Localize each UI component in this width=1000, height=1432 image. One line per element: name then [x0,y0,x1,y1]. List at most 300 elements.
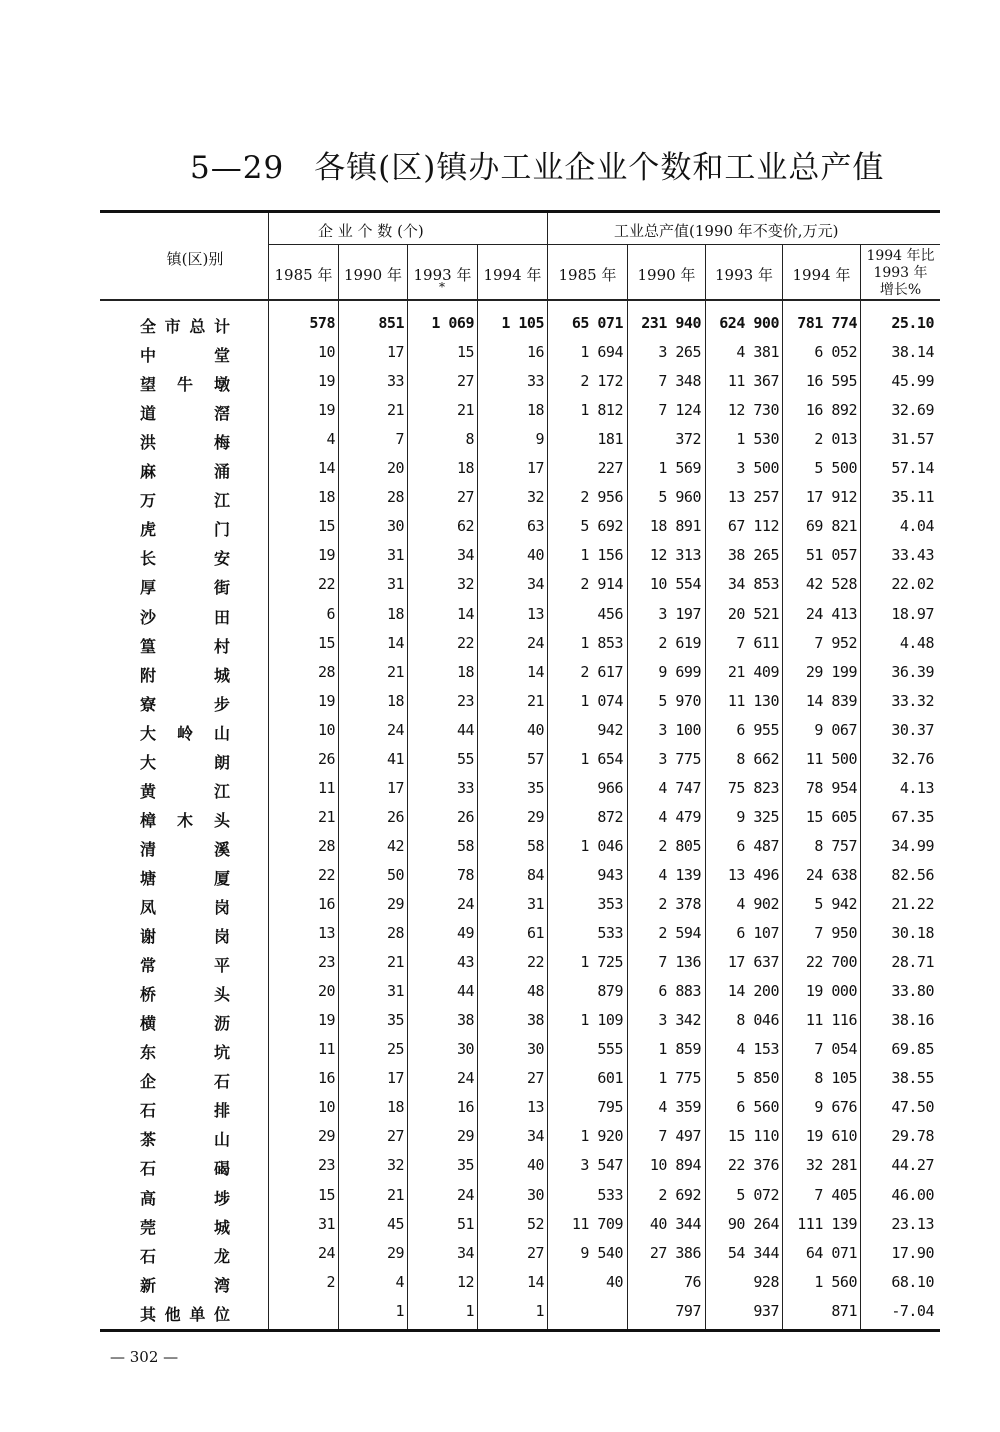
region-name: 常 平 [140,956,230,976]
cell-v94: 7 405 [814,1185,857,1204]
cell-g: 30.18 [891,924,934,943]
cell-c90: 7 [395,430,404,449]
cell-c94: 21 [526,691,544,710]
table-row [0,1035,1000,1064]
table-row [0,861,1000,890]
count-year-1993: 1993 年 [413,266,472,284]
cell-v90: 7 348 [658,372,701,391]
cell-v90: 3 775 [658,749,701,768]
cell-c85: 19 [317,372,335,391]
cell-v85: 65 071 [571,314,623,332]
cell-v93: 75 823 [727,778,779,797]
cell-v90: 3 197 [658,604,701,623]
cell-v90: 4 747 [658,778,701,797]
region-name: 洪 梅 [140,433,230,453]
region-name: 莞 城 [140,1217,230,1237]
cell-c93: 27 [456,372,474,391]
cell-v93: 937 [753,1301,779,1320]
cell-c94: 35 [526,778,544,797]
cell-c90: 14 [386,633,404,652]
table-row [0,1268,1000,1297]
cell-v94: 8 105 [814,1069,857,1088]
cell-v85: 1 694 [580,343,623,362]
top-rule [100,210,940,213]
cell-c90: 31 [386,982,404,1001]
asterisk-mark: * [439,280,445,294]
region-name: 附 城 [140,665,230,685]
cell-c85: 2 [326,1272,335,1291]
cell-c93: 38 [456,1011,474,1030]
region-name: 清 溪 [140,839,230,859]
table-row [0,1239,1000,1268]
cell-v93: 8 046 [736,1011,779,1030]
cell-c94: 16 [526,343,544,362]
cell-v93: 624 900 [719,314,779,332]
count-year-1994: 1994 年 [483,266,542,284]
cell-v90: 231 940 [641,314,701,332]
table-row [0,600,1000,629]
cell-c85: 19 [317,1011,335,1030]
cell-v94: 24 413 [805,604,857,623]
cell-c90: 18 [386,604,404,623]
cell-v85: 966 [597,778,623,797]
cell-c90: 20 [386,459,404,478]
cell-v85: 601 [597,1069,623,1088]
cell-c93: 55 [456,749,474,768]
cell-v90: 27 386 [649,1243,701,1262]
cell-c85: 578 [309,314,335,332]
cell-v93: 11 367 [727,372,779,391]
cell-v93: 67 112 [727,517,779,536]
cell-c93: 29 [456,1127,474,1146]
cell-c90: 27 [386,1127,404,1146]
table-title: 各镇(区)镇办工业企业个数和工业总产值 [314,150,885,186]
region-name: 黄 江 [140,781,230,801]
cell-v85: 2 914 [580,575,623,594]
region-header: 镇(区)别 [166,250,224,268]
cell-c85: 28 [317,836,335,855]
cell-v94: 14 839 [805,691,857,710]
cell-v85: 533 [597,924,623,943]
cell-v90: 5 970 [658,691,701,710]
cell-c93: 44 [456,720,474,739]
table-row [0,629,1000,658]
cell-v94: 24 638 [805,865,857,884]
region-name: 其 他 单 位 [140,1304,230,1324]
cell-v90: 2 805 [658,836,701,855]
cell-c85: 18 [317,488,335,507]
table-row [0,1064,1000,1093]
cell-v90: 76 [683,1272,701,1291]
cell-c94: 27 [526,1069,544,1088]
cell-c93: 51 [456,1214,474,1233]
output-year-1993: 1993 年 [715,266,773,284]
region-name: 高 埗 [140,1188,230,1208]
table-number: 5—29 [190,150,285,186]
table-row [0,977,1000,1006]
growth-header-line1: 1994 年比 [866,248,935,264]
cell-v94: 51 057 [805,546,857,565]
cell-v85: 11 709 [571,1214,623,1233]
cell-c90: 4 [395,1272,404,1291]
cell-v90: 10 554 [649,575,701,594]
table-row [0,1151,1000,1180]
cell-c93: 24 [456,1185,474,1204]
cell-v94: 69 821 [805,517,857,536]
cell-c90: 26 [386,807,404,826]
region-name: 桥 头 [140,985,230,1005]
cell-g: 34.99 [891,836,934,855]
cell-c85: 20 [317,982,335,1001]
growth-header-line3: 增长% [879,282,922,298]
cell-v93: 4 902 [736,895,779,913]
cell-c85: 16 [317,895,335,913]
cell-v93: 11 130 [727,691,779,710]
cell-c94: 17 [526,459,544,478]
cell-c85: 28 [317,662,335,681]
table-row [0,890,1000,919]
cell-c93: 26 [456,807,474,826]
cell-c90: 35 [386,1011,404,1030]
cell-c85: 10 [317,1098,335,1117]
cell-v90: 7 136 [658,953,701,972]
cell-c94: 40 [526,1156,544,1175]
cell-v94: 19 610 [805,1127,857,1146]
region-name: 东 坑 [140,1043,230,1063]
cell-v94: 5 500 [814,459,857,478]
cell-v90: 2 594 [658,924,701,943]
cell-v85: 1 853 [580,633,623,652]
cell-c90: 32 [386,1156,404,1175]
cell-c90: 21 [386,401,404,420]
table-row [0,367,1000,396]
table-row [0,425,1000,454]
cell-v90: 7 497 [658,1127,701,1146]
cell-g: 25.10 [891,314,934,332]
table-row [0,803,1000,832]
cell-c94: 40 [526,720,544,739]
cell-g: 30.37 [891,720,934,739]
cell-c94: 61 [526,924,544,943]
cell-g: 33.43 [891,546,934,565]
cell-c94: 84 [526,865,544,884]
cell-c94: 58 [526,836,544,855]
cell-c90: 1 [395,1301,404,1320]
cell-v85: 1 109 [580,1011,623,1030]
table-row [0,658,1000,687]
cell-g: 4.13 [899,778,934,797]
cell-g: 47.50 [891,1098,934,1117]
cell-v93: 3 500 [736,459,779,478]
cell-c90: 21 [386,662,404,681]
cell-v93: 8 662 [736,749,779,768]
cell-c85: 15 [317,1185,335,1204]
region-name: 大 岭 山 [140,723,230,743]
cell-g: 57.14 [891,459,934,478]
cell-c85: 13 [317,924,335,943]
table-row [0,687,1000,716]
count-year-1990: 1990 年 [344,266,402,284]
cell-v94: 871 [831,1301,857,1320]
cell-v94: 11 500 [805,749,857,768]
region-name: 虎 门 [140,520,230,540]
cell-v85: 879 [597,982,623,1001]
cell-c93: 58 [456,836,474,855]
cell-v85: 227 [597,459,623,478]
cell-g: 4.48 [899,633,934,652]
table-row [0,1122,1000,1151]
cell-v93: 5 850 [736,1069,779,1088]
cell-v93: 4 153 [736,1040,779,1059]
cell-c93: 78 [456,865,474,884]
cell-v93: 21 409 [727,662,779,681]
cell-v94: 16 892 [805,401,857,420]
count-year-1985: 1985 年 [274,266,333,284]
cell-v90: 2 692 [658,1185,701,1204]
cell-c94: 38 [526,1011,544,1030]
cell-c93: 1 [465,1301,474,1320]
table-row [0,454,1000,483]
page-title [190,142,890,187]
cell-c93: 32 [456,575,474,594]
cell-c94: 1 105 [501,314,544,332]
cell-v85: 795 [597,1098,623,1117]
cell-c90: 42 [386,836,404,855]
cell-c94: 34 [526,575,544,594]
cell-c90: 28 [386,924,404,943]
cell-g: 28.71 [891,953,934,972]
cell-c90: 24 [386,720,404,739]
region-name: 石 龙 [140,1246,230,1266]
cell-g: 67.35 [891,807,934,826]
cell-c85: 31 [317,1214,335,1233]
cell-c93: 33 [456,778,474,797]
cell-g: 18.97 [891,604,934,623]
cell-c90: 17 [386,778,404,797]
region-name: 茶 山 [140,1130,230,1150]
cell-v93: 54 344 [727,1243,779,1262]
region-name: 新 湾 [140,1275,230,1295]
cell-g: 17.90 [891,1243,934,1262]
cell-v90: 3 100 [658,720,701,739]
cell-g: 4.04 [899,517,934,536]
cell-v90: 372 [675,430,701,449]
cell-g: 46.00 [891,1185,934,1204]
output-year-1994: 1994 年 [792,266,851,284]
cell-v90: 6 883 [658,982,701,1001]
cell-v93: 4 381 [736,343,779,362]
cell-v93: 90 264 [727,1214,779,1233]
region-name: 大 朗 [140,752,230,772]
cell-c90: 25 [386,1040,404,1059]
region-name: 寮 步 [140,694,230,714]
cell-v90: 12 313 [649,546,701,565]
cell-c90: 28 [386,488,404,507]
cell-v93: 20 521 [727,604,779,623]
cell-v90: 4 359 [658,1098,701,1117]
cell-v94: 22 700 [805,953,857,972]
cell-v85: 872 [597,807,623,826]
region-name: 万 江 [140,491,230,511]
region-name: 道 滘 [140,404,230,424]
cell-g: 82.56 [891,865,934,884]
cell-v94: 17 912 [805,488,857,507]
cell-v85: 942 [597,720,623,739]
cell-v94: 64 071 [805,1243,857,1262]
table-row [0,396,1000,425]
cell-c85: 22 [317,575,335,594]
region-name: 樟 木 头 [140,810,230,830]
cell-v90: 1 775 [658,1069,701,1088]
cell-c93: 12 [456,1272,474,1291]
cell-v85: 1 156 [580,546,623,565]
region-name: 中 堂 [140,346,230,366]
cell-v94: 781 774 [797,314,857,332]
region-name: 篁 村 [140,636,230,656]
cell-v85: 9 540 [580,1243,623,1262]
region-name: 凤 岗 [140,898,230,917]
cell-v94: 7 952 [814,633,857,652]
cell-v94: 15 605 [805,807,857,826]
cell-c94: 30 [526,1185,544,1204]
cell-c93: 27 [456,488,474,507]
cell-c85: 21 [317,807,335,826]
cell-c93: 34 [456,546,474,565]
cell-c85: 24 [317,1243,335,1262]
region-name: 沙 田 [140,607,230,627]
region-name: 石 排 [140,1101,230,1121]
table-row [0,1006,1000,1035]
cell-c85: 14 [317,459,335,478]
cell-c93: 49 [456,924,474,943]
cell-c85: 19 [317,546,335,565]
cell-c85: 10 [317,343,335,362]
cell-c94: 14 [526,1272,544,1291]
cell-c90: 18 [386,1098,404,1117]
cell-v94: 42 528 [805,575,857,594]
cell-v93: 38 265 [727,546,779,565]
cell-c85: 26 [317,749,335,768]
cell-c94: 24 [526,633,544,652]
cell-c94: 13 [526,1098,544,1117]
cell-v90: 18 891 [649,517,701,536]
cell-v90: 7 124 [658,401,701,420]
cell-c90: 30 [386,517,404,536]
table-row [0,919,1000,948]
cell-c94: 30 [526,1040,544,1059]
cell-v85: 2 617 [580,662,623,681]
cell-c94: 18 [526,401,544,420]
bottom-rule [100,1329,940,1332]
cell-c85: 11 [317,778,335,797]
cell-g: 29.78 [891,1127,934,1146]
cell-v85: 40 [605,1272,623,1291]
cell-c93: 34 [456,1243,474,1262]
cell-c85: 22 [317,865,335,884]
region-name: 长 安 [140,549,230,569]
region-name: 企 石 [140,1072,230,1092]
cell-g: 21.22 [891,895,934,913]
cell-v85: 1 654 [580,749,623,768]
cell-c93: 8 [465,430,474,449]
cell-g: 38.14 [891,343,934,362]
cell-v94: 16 595 [805,372,857,391]
region-name: 谢 岗 [140,927,230,947]
cell-g: 33.32 [891,691,934,710]
region-name: 石 碣 [140,1159,230,1179]
table-row [0,774,1000,803]
cell-v90: 4 479 [658,807,701,826]
cell-v93: 7 611 [736,633,779,652]
cell-c90: 18 [386,691,404,710]
cell-c85: 23 [317,1156,335,1175]
count-group-header: 企 业 个 数 (个) [318,222,424,240]
cell-v90: 2 619 [658,633,701,652]
cell-c93: 62 [456,517,474,536]
cell-c90: 29 [386,1243,404,1262]
cell-v94: 7 950 [814,924,857,943]
cell-g: 33.80 [891,982,934,1001]
cell-c93: 18 [456,662,474,681]
cell-v94: 9 067 [814,720,857,739]
cell-g: 32.76 [891,749,934,768]
cell-c90: 45 [386,1214,404,1233]
cell-v90: 10 894 [649,1156,701,1175]
cell-c85: 15 [317,633,335,652]
cell-c90: 33 [386,372,404,391]
cell-v94: 2 013 [814,430,857,449]
cell-c85: 19 [317,401,335,420]
cell-c85: 4 [326,430,335,449]
cell-v94: 9 676 [814,1098,857,1117]
cell-v93: 22 376 [727,1156,779,1175]
cell-g: 45.99 [891,372,934,391]
cell-c93: 14 [456,604,474,623]
region-name: 全 市 总 计 [140,317,230,336]
cell-v90: 1 569 [658,459,701,478]
cell-c85: 15 [317,517,335,536]
cell-g: -7.04 [891,1301,934,1320]
cell-c93: 1 069 [431,314,474,332]
cell-g: 32.69 [891,401,934,420]
cell-c93: 35 [456,1156,474,1175]
cell-c90: 31 [386,575,404,594]
cell-c94: 27 [526,1243,544,1262]
region-name: 望 牛 墩 [140,375,230,395]
cell-v93: 5 072 [736,1185,779,1204]
cell-g: 35.11 [891,488,934,507]
cell-c85: 19 [317,691,335,710]
cell-c94: 57 [526,749,544,768]
cell-v85: 181 [597,430,623,449]
cell-c94: 22 [526,953,544,972]
cell-v93: 13 257 [727,488,779,507]
cell-v90: 4 139 [658,865,701,884]
cell-v93: 12 730 [727,401,779,420]
cell-c85: 10 [317,720,335,739]
cell-v90: 797 [675,1301,701,1320]
cell-v93: 6 107 [736,924,779,943]
table-row [0,338,1000,367]
cell-c90: 17 [386,1069,404,1088]
cell-g: 31.57 [891,430,934,449]
cell-c85: 29 [317,1127,335,1146]
cell-c85: 16 [317,1069,335,1088]
cell-c90: 21 [386,953,404,972]
cell-v94: 78 954 [805,778,857,797]
cell-v85: 2 172 [580,372,623,391]
table-row [0,716,1000,745]
